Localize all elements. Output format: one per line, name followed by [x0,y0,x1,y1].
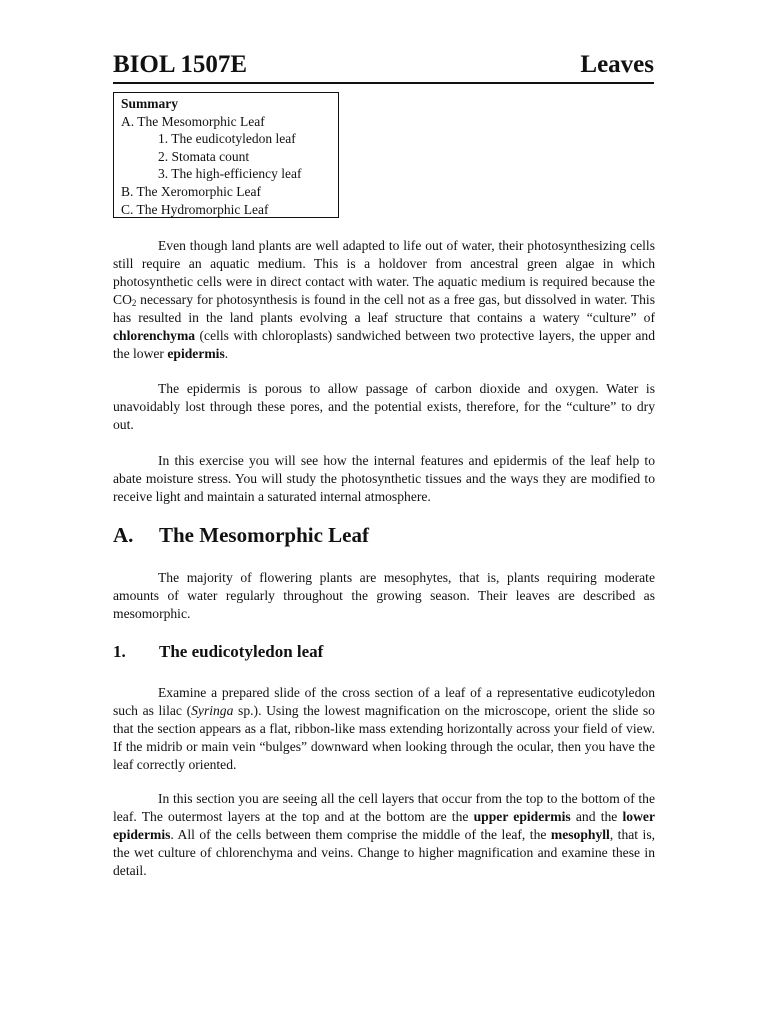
summary-item: B. The Xeromorphic Leaf [121,183,261,199]
summary-item: C. The Hydromorphic Leaf [121,201,269,217]
chapter-topic: Leaves [580,51,654,78]
summary-subitem: 3. The high-efficiency leaf [158,166,302,182]
term-lower-epidermis: lower epidermis [113,809,655,842]
course-code: BIOL 1507E [113,51,248,78]
summary-subitem: 2. Stomata count [158,148,250,164]
summary-subitem: 1. The eudicotyledon leaf [158,131,296,147]
intro-paragraph-2: The epidermis is porous to allow passage of carbon dioxide and oxygen. Water is unavoidably lost through these pores, and the potential exists, therefore, for the “culture” to dry out. [113,381,655,432]
section-1-heading: 1. The eudicotyledon leaf [113,642,324,661]
intro-paragraph-3: In this exercise you will see how the internal features and epidermis of the leaf help to abate moisture stress. You will study the photosynthetic tissues and the ways they are modified to receive light and maintain a saturated internal atmosphere. [113,453,655,504]
summary-item: A. The Mesomorphic Leaf [121,113,265,129]
intro-paragraph-1: Even though land plants are well adapted to life out of water, their photosynthesizing cells still require an aquatic medium. This is a holdover from ancestral green algae in which photosynthetic cells were in direct contact with water. The aquatic medium is required because the $CO_2$ necessary for photosynthesis is found in the cell not as a free gas, but dissolved in water. This has resulted in the land plants evolving a leaf structure that contains a watery “culture” of chlorenchyma (cells with chloroplasts) sandwiched between two protective layers, the upper and the lower epidermis. [113,238,655,361]
term-syringa: Syringa [191,703,234,718]
section-1-paragraph-1: Examine a prepared slide of the cross section of a leaf of a representative eudicotyledon such as lilac (Syringa sp.). Using the lowest magnification on the microscope, orient the slide so that the section appears as a flat, ribbon-like mass extending horizontally across your field of view. If the midrib or main vein “bulges” downward when looking through the ocular, then you have the leaf correctly oriented. [113,685,655,772]
term-upper-epidermis: upper epidermis [473,809,571,824]
summary-box [113,92,339,218]
section-a-paragraph: The majority of flowering plants are mesophytes, that is, plants requiring moderate amounts of water regularly throughout the growing season. Their leaves are described as mesomorphic. [113,570,655,621]
section-a-heading: A. The Mesomorphic Leaf [113,523,369,547]
page-header [113,46,654,84]
section-1-paragraph-2: In this section you are seeing all the cell layers that occur from the top to the bottom of the leaf. The outermost layers at the top and at the bottom are the upper epidermis and the lower epidermis. All of the cells between them comprise the middle of the leaf, the mesophyll, that is, the wet culture of chlorenchyma and veins. Change to higher magnification and examine these in detail. [113,791,656,878]
term-mesophyll: mesophyll [550,827,610,842]
term-chlorenchyma: chlorenchyma [113,328,196,343]
term-epidermis: epidermis [167,346,225,361]
summary-title: Summary [121,96,178,111]
